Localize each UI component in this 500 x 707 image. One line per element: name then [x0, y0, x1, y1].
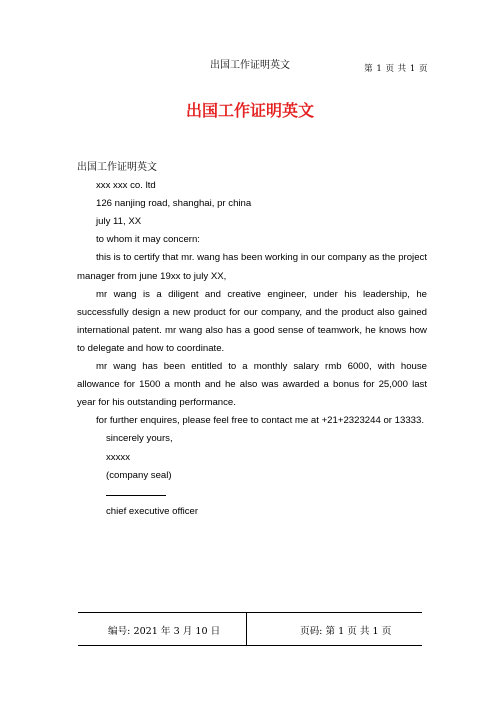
signer-title: chief executive officer	[106, 505, 199, 517]
footer-page-number: 页码: 第 1 页 共 1 页	[300, 626, 392, 637]
company-seal: (company seal)	[106, 469, 172, 481]
letter-body	[77, 159, 427, 521]
paragraph-certify: this is to certify that mr. wang has been working in our company as the project manager from june 19xx to july XX,	[77, 252, 427, 282]
salutation: to whom it may concern:	[96, 234, 200, 246]
paragraph-contact: for further enquires, please feel free to contact me at +21+2323244 or 13333.	[96, 415, 425, 427]
header-page-info: 第 1 页 共 1 页	[364, 64, 428, 74]
signer-name: xxxxx	[106, 451, 130, 463]
document-title: 出国工作证明英文	[185, 101, 314, 120]
footer-number-date: 编号: 2021 年 3 月 10 日	[108, 626, 221, 637]
company-name: xxx xxx co. ltd	[96, 180, 156, 192]
footer-table	[78, 612, 422, 646]
paragraph-engineer: mr wang is a diligent and creative engineer, under his leadership, he successfully design a new product for our company, and the product also gained international patent. mr wang also has a good sense of teamwork, he knows how to delegate and how to coordinate.	[77, 288, 427, 354]
company-address: 126 nanjing road, shanghai, pr china	[96, 198, 252, 210]
header-title: 出国工作证明英文	[210, 60, 290, 71]
body-heading: 出国工作证明英文	[77, 162, 157, 173]
closing: sincerely yours,	[106, 433, 173, 445]
footer-divider	[246, 613, 247, 645]
letter-date: july 11, XX	[96, 216, 142, 228]
signature-line-row	[77, 485, 427, 503]
signature-line	[106, 487, 166, 496]
paragraph-salary: mr wang has been entitled to a monthly salary rmb 6000, with house allowance for 1500 a month and he also was awarded a bonus for 25,000 last year for his outstanding performance.	[77, 361, 427, 409]
